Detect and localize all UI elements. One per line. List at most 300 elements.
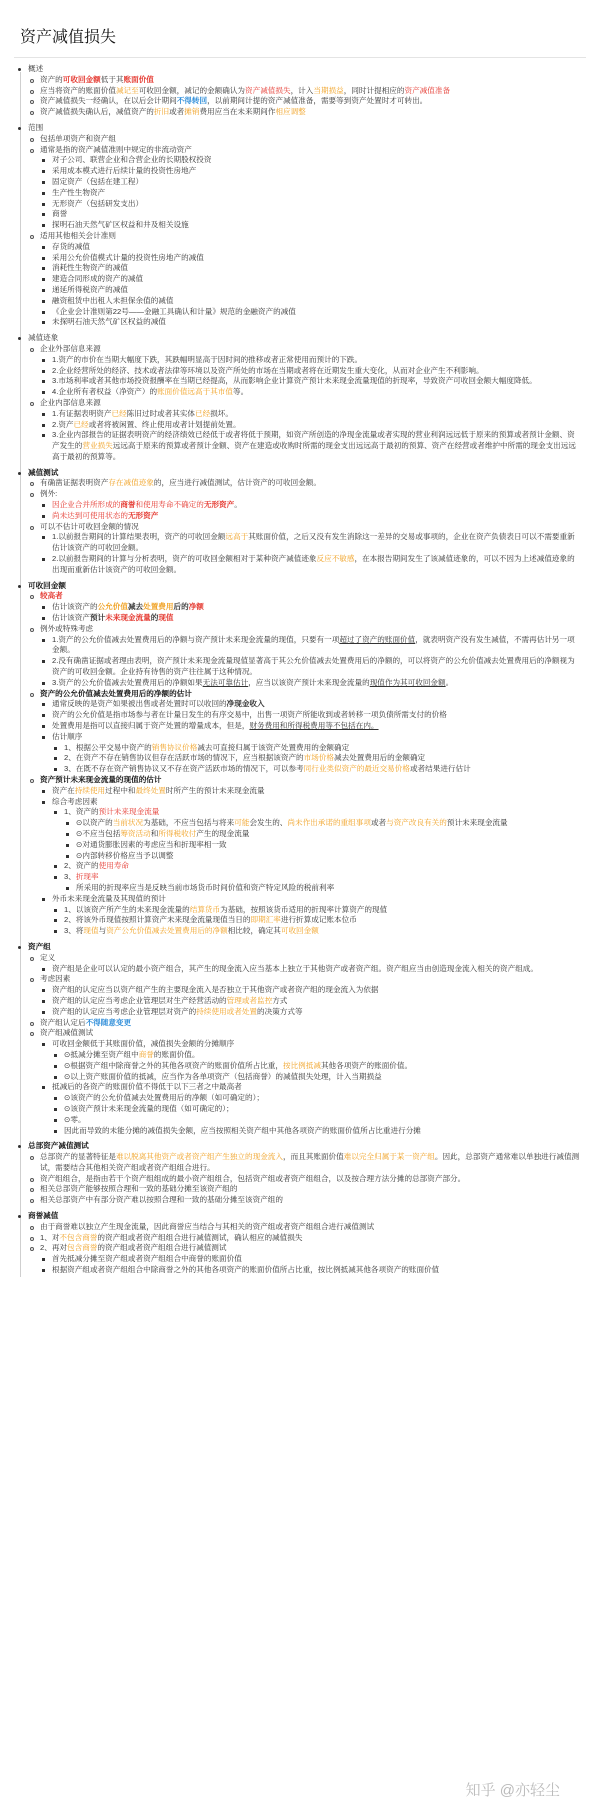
outline-text: 2.没有确凿证据或者理由表明，资产预计未来现金流量现值显著高于其公允价值减去处置费用后的净额的，可以将资产的公允价值减去处置费用后的净额视为资产的可收回金额。企业持有待售的资产往往属于这种情况。: [52, 656, 575, 677]
bullet-icon: [42, 192, 45, 195]
outline-item: [14, 199, 582, 210]
bullet-icon: [54, 757, 57, 760]
bullet-icon: [42, 380, 45, 383]
bullet-icon: [42, 536, 45, 539]
bullet-icon: [42, 801, 45, 804]
outline-item: [14, 872, 582, 883]
outline-item: [14, 75, 582, 86]
outline-item: [14, 376, 582, 387]
outline-item: [14, 500, 582, 511]
outline-text: 1.资产的公允价值减去处置费用后的净额与资产预计未来现金流量的现值，只要有一项超过了资产的账面价值，就表明资产没有发生减值，不需再估计另一项金额。: [52, 634, 575, 655]
bullet-icon: [42, 790, 45, 793]
outline-text: 外币未来现金流量及其现值的预计: [52, 893, 166, 903]
bullet-icon: [42, 321, 45, 324]
outline-item: [14, 807, 582, 818]
outline-item: [14, 1082, 582, 1093]
outline-item: [14, 317, 582, 328]
outline-item: [14, 1233, 582, 1244]
outline-item: [14, 1018, 582, 1029]
section-heading: [14, 64, 582, 75]
outline-text: 处置费用是指可以直接归属于资产处置的增量成本，但是，财务费用和所得税费用等不包括在内。: [52, 721, 379, 731]
outline-item: [14, 699, 582, 710]
bullet-icon: [54, 1108, 57, 1111]
outline-item: [14, 996, 582, 1007]
bullet-icon: [42, 714, 45, 717]
outline-text: 商誉减值: [28, 1211, 59, 1221]
outline-item: [14, 753, 582, 764]
bullet-icon: [18, 472, 21, 475]
bullet-icon: [54, 747, 57, 750]
bullet-icon: [42, 246, 45, 249]
outline-item: [14, 1050, 582, 1061]
outline-item: [14, 974, 582, 985]
outline-item: [14, 155, 582, 166]
bullet-icon: [54, 811, 57, 814]
outline-item: [14, 387, 582, 398]
outline-item: [14, 894, 582, 905]
outline-text: ⊙以上资产账面价值的抵减，应当作为各单项资产（包括商誉）的减值损失处理，计入当期损益: [64, 1071, 382, 1081]
outline-text: 相关总部资产能够按照合理和一致的基础分摊至该资产组的: [40, 1184, 238, 1194]
outline-text: 无形资产（包括研发支出）: [52, 198, 144, 208]
outline-section: [14, 64, 582, 118]
bullet-icon: [30, 1199, 34, 1203]
section-heading: [14, 123, 582, 134]
outline-item: [14, 209, 582, 220]
outline-text: 范围: [28, 122, 44, 132]
outline-text: 2.以前报告期间的计算与分析表明，资产的可收回金额相对于某种资产减值迹象反应不敏感，在本报告期间发生了该减值迹象的，可以不因为上述减值迹象的出现而重新估计该资产的可收回金额。: [52, 554, 575, 574]
outline-item: [14, 1195, 582, 1206]
outline-text: 估计该资产的公允价值减去处置费用后的净额: [52, 602, 204, 612]
outline-text: 考虑因素: [40, 974, 71, 984]
bullet-icon: [42, 434, 45, 437]
bullet-icon: [30, 628, 34, 632]
outline-section: [14, 123, 582, 328]
bullet-icon: [42, 558, 45, 561]
outline-item: [14, 764, 582, 775]
bullet-icon: [18, 585, 21, 588]
outline-text: 资产组是企业可以认定的最小资产组合，其产生的现金流入应当基本上独立于其他资产或者资产组。资产组应当由创造现金流入相关的资产组成。: [52, 963, 538, 973]
outline-text: 3、将现值与资产公允价值减去处置费用后的净额相比较，确定其可收回金额: [64, 926, 319, 936]
outline-text: ⊙不应当包括筹资活动和所得税收付产生的现金流量: [76, 828, 250, 838]
outline-text: 通常反映的是资产如果被出售或者处置时可以收回的净现金收入: [52, 699, 265, 709]
bullet-icon: [66, 844, 69, 847]
outline-text: 3.企业内部报告的证据表明资产的经济绩效已经低于或者将低于预期，如资产所创造的净现金流量或者实现的营业利润远远低于原来的预算或者预计金额、资产发生的营业损失远远高于原来的预算或者预计金额、资产在建造或收购时所需的现金支出远远高于最初的预算、资产在经营或者维护中所需的现金支出远远高于最初的预算等。: [52, 430, 576, 461]
outline-item: [14, 743, 582, 754]
bullet-icon: [54, 930, 57, 933]
outline-text: 可收回金额: [28, 580, 66, 590]
outline-text: 1、对不包含商誉的资产组或者资产组组合进行减值测试，确认相应的减值损失: [40, 1232, 303, 1242]
outline-text: 未探明石油天然气矿区权益的减值: [52, 317, 166, 327]
bullet-icon: [30, 348, 34, 352]
bullet-icon: [54, 876, 57, 879]
outline-item: [14, 710, 582, 721]
bullet-icon: [42, 736, 45, 739]
outline-item: [14, 613, 582, 624]
outline-section: [14, 333, 582, 463]
bullet-icon: [42, 606, 45, 609]
outline-item: [14, 953, 582, 964]
outline-item: [14, 134, 582, 145]
outline-text: 总部资产减值测试: [28, 1141, 89, 1151]
bullet-icon: [30, 1247, 34, 1251]
outline-item: [14, 624, 582, 635]
outline-text: 2.资产已经或者将被闲置、终止使用或者计划提前处置。: [52, 419, 241, 429]
outline-text: 因企业合并所形成的商誉和使用寿命不确定的无形资产。: [52, 500, 242, 510]
bullet-icon: [18, 1145, 21, 1148]
outline-item: [14, 242, 582, 253]
bullet-icon: [54, 1076, 57, 1079]
bullet-icon: [66, 833, 69, 836]
outline-text: 估计顺序: [52, 731, 83, 741]
outline-item: [14, 398, 582, 409]
bullet-icon: [42, 159, 45, 162]
outline-item: [14, 1028, 582, 1039]
bullet-icon: [54, 919, 57, 922]
bullet-icon: [54, 1130, 57, 1133]
bullet-icon: [42, 203, 45, 206]
outline-item: [14, 220, 582, 231]
outline-text: 4.企业所有者权益（净资产）的账面价值远高于其市值等。: [52, 387, 249, 397]
outline-text: 2、资产的使用寿命: [64, 861, 129, 871]
outline: [14, 64, 582, 1281]
outline-text: 企业外部信息来源: [40, 343, 101, 353]
outline-text: 减值测试: [28, 467, 59, 477]
outline-text: 采用成本模式进行后续计量的投资性房地产: [52, 166, 197, 176]
bullet-icon: [54, 1119, 57, 1122]
outline-item: [14, 1184, 582, 1195]
outline-item: [14, 177, 582, 188]
bullet-icon: [42, 224, 45, 227]
outline-text: 概述: [28, 64, 44, 73]
outline-text: 适用其他相关会计准则: [40, 230, 116, 240]
outline-text: ⊙根据资产组中除商誉之外的其他各项资产的账面价值所占比重，按比例抵减其他各项资产的账面价值。: [64, 1060, 413, 1070]
outline-item: [14, 532, 582, 554]
bullet-icon: [54, 1054, 57, 1057]
outline-text: 资产组减值测试: [40, 1028, 94, 1038]
outline-item: [14, 366, 582, 377]
outline-text: 资产减值损失一经确认，在以后会计期间不得转回，以前期间计提的资产减值准备，需要等到资产处置时才可转出。: [40, 96, 428, 106]
outline-text: 抵减后的各资产的账面价值不得低于以下三者之中最高者: [52, 1082, 242, 1092]
outline-item: [14, 1039, 582, 1050]
outline-text: 应当将资产的账面价值减记至可收回金额，减记的金额确认为资产减值损失，计入当期损益，同时计提相应的资产减值准备: [40, 85, 451, 95]
bullet-icon: [18, 127, 21, 130]
bullet-icon: [30, 493, 34, 497]
bullet-icon: [30, 482, 34, 486]
outline-item: [14, 926, 582, 937]
outline-item: [14, 489, 582, 500]
bullet-icon: [42, 504, 45, 507]
outline-item: [14, 285, 582, 296]
outline-item: [14, 522, 582, 533]
bullet-icon: [42, 1043, 45, 1046]
outline-item: [14, 307, 582, 318]
bullet-icon: [66, 887, 69, 890]
outline-item: [14, 1072, 582, 1083]
outline-text: ⊙对通货膨胀因素的考虑应当和折现率相一致: [76, 839, 227, 849]
outline-text: 所采用的折现率应当是反映当前市场货币时间价值和资产特定风险的税前利率: [76, 882, 335, 892]
bullet-icon: [42, 170, 45, 173]
bullet-icon: [42, 639, 45, 642]
outline-text: 包括单项资产和资产组: [40, 133, 116, 143]
outline-item: [14, 985, 582, 996]
bullet-icon: [30, 79, 34, 83]
outline-item: [14, 253, 582, 264]
bullet-icon: [30, 1188, 34, 1192]
outline-text: ⊙零。: [64, 1114, 86, 1124]
outline-text: 1、根据公平交易中资产的销售协议价格减去可直接归属于该资产处置费用的金额确定: [64, 742, 350, 752]
outline-text: 1.有证据表明资产已经陈旧过时或者其实体已经损坏。: [52, 408, 233, 418]
bullet-icon: [42, 1258, 45, 1261]
bullet-icon: [30, 149, 34, 153]
outline-text: 资产组的认定应当考虑企业管理层对生产经营活动的管理或者监控方式: [52, 995, 288, 1005]
bullet-icon: [42, 300, 45, 303]
bullet-icon: [18, 68, 21, 71]
outline-item: [14, 1243, 582, 1254]
bullet-icon: [30, 595, 34, 599]
outline-text: 减值迹象: [28, 333, 59, 343]
outline-text: 2、将该外币现值按照计算资产未来现金流量现值当日的即期汇率进行折算成记账本位币: [64, 915, 357, 925]
outline-text: 2、再对包含商誉的资产组或者资产组组合进行减值测试: [40, 1243, 227, 1253]
bullet-icon: [18, 1215, 21, 1218]
section-heading: [14, 333, 582, 344]
outline-text: 资产预计未来现金流量的现值的估计: [40, 775, 162, 784]
outline-item: [14, 344, 582, 355]
bullet-icon: [42, 1269, 45, 1272]
bullet-icon: [30, 526, 34, 530]
outline-item: [14, 915, 582, 926]
outline-item: [14, 851, 582, 862]
outline-text: 资产的公允价值是指市场参与者在计量日发生的有序交易中，出售一项资产所能收到或者转移一项负债所需支付的价格: [52, 710, 447, 720]
outline-item: [14, 420, 582, 431]
bullet-icon: [30, 90, 34, 94]
outline-text: 相关总部资产中有部分资产难以按照合理和一致的基础分摊至该资产组的: [40, 1195, 283, 1205]
bullet-icon: [66, 822, 69, 825]
outline-text: 融资租赁中出租人未担保余值的减值: [52, 295, 174, 305]
bullet-icon: [54, 865, 57, 868]
bullet-icon: [30, 100, 34, 104]
bullet-icon: [42, 391, 45, 394]
outline-text: 固定资产（包括在建工程）: [52, 176, 144, 186]
outline-item: [14, 775, 582, 786]
outline-item: [14, 840, 582, 851]
bullet-icon: [42, 898, 45, 901]
outline-item: [14, 263, 582, 274]
outline-text: 资产在持续使用过程中和最终处置时所产生的预计未来现金流量: [52, 785, 265, 795]
section-heading: [14, 1211, 582, 1222]
bullet-icon: [42, 617, 45, 620]
outline-text: ⊙以资产的当前状况为基础，不应当包括与将来可能会发生的、尚未作出承诺的重组事项或者与资产改良有关的预计未来现金流量: [76, 818, 508, 828]
outline-text: 1、资产的预计未来现金流量: [64, 807, 160, 817]
outline-text: 资产组的认定应当以资产组产生的主要现金流入是否独立于其他资产或者资产组的现金流入为依据: [52, 985, 379, 995]
outline-text: 1、以该资产所产生的未来现金流量的结算货币为基础，按照该货币适用的折现率计算资产的现值: [64, 904, 388, 914]
bullet-icon: [42, 289, 45, 292]
outline-text: 可收回金额低于其账面价值，减值损失金额的分摊顺序: [52, 1039, 235, 1049]
outline-text: 因此而导致的未能分摊的减值损失金额，应当按照相关资产组中其他各项资产的账面价值所占比重进行分摊: [64, 1125, 421, 1135]
outline-text: 采用公允价值模式计量的投资性房地产的减值: [52, 252, 204, 262]
outline-item: [14, 296, 582, 307]
outline-text: ⊙该资产的公允价值减去处置费用后的净额（如可确定的）；: [64, 1093, 264, 1103]
bullet-icon: [30, 957, 34, 961]
outline-item: [14, 511, 582, 522]
outline-section: [14, 581, 582, 937]
bullet-icon: [18, 337, 21, 340]
outline-text: 首先抵减分摊至资产组或者资产组组合中商誉的账面价值: [52, 1254, 242, 1264]
bullet-icon: [54, 1065, 57, 1068]
outline-text: 存货的减值: [52, 241, 90, 251]
outline-text: 资产组的认定应当考虑企业管理层对资产的持续使用或者处置的决策方式等: [52, 1006, 303, 1016]
outline-text: 例外:: [40, 489, 58, 499]
bullet-icon: [42, 311, 45, 314]
bullet-icon: [30, 402, 34, 406]
outline-text: 《企业会计准则第22号——金融工具确认和计量》规范的金融资产的减值: [52, 306, 296, 316]
outline-item: [14, 554, 582, 576]
bullet-icon: [30, 1156, 34, 1160]
outline-item: [14, 1254, 582, 1265]
bullet-icon: [42, 257, 45, 260]
bullet-icon: [42, 515, 45, 518]
outline-text: 消耗性生物资产的减值: [52, 263, 128, 273]
bullet-icon: [42, 278, 45, 281]
outline-text: 较高者: [40, 591, 63, 601]
outline-item: [14, 145, 582, 156]
bullet-icon: [42, 213, 45, 216]
bullet-icon: [42, 181, 45, 184]
bullet-icon: [30, 1226, 34, 1230]
outline-text: 3.资产的公允价值减去处置费用后的净额如果无法可靠估计，应当以该资产预计未来现金流量的现值作为其可收回金额。: [52, 677, 454, 687]
outline-text: 对子公司、联营企业和合营企业的长期股权投资: [52, 155, 212, 165]
outline-text: 1.以前报告期间的计算结果表明，资产的可收回金额远高于其账面价值，之后又没有发生消除这一差异的交易或事项的，企业在资产负债表日可以不需要重新估计该资产的可收回金额。: [52, 532, 575, 553]
outline-item: [14, 964, 582, 975]
outline-item: [14, 861, 582, 872]
outline-text: 由于商誉难以独立产生现金流量，因此商誉应当结合与其相关的资产组或者资产组组合进行减值测试: [40, 1221, 375, 1231]
watermark: 知乎 @亦轻尘: [465, 1782, 560, 1799]
bullet-icon: [42, 1086, 45, 1089]
outline-item: [14, 591, 582, 602]
bullet-icon: [30, 693, 34, 697]
outline-item: [14, 732, 582, 743]
outline-text: 1.资产的市价在当期大幅度下跌，其跌幅明显高于因时间的推移或者正常使用而预计的下跌。: [52, 354, 363, 364]
outline-text: ⊙抵减分摊至资产组中商誉的账面价值。: [64, 1049, 200, 1059]
outline-item: [14, 355, 582, 366]
outline-text: 企业内部信息来源: [40, 397, 101, 407]
outline-text: 定义: [40, 952, 56, 962]
bullet-icon: [42, 413, 45, 416]
bullet-icon: [18, 946, 21, 949]
bullet-icon: [30, 111, 34, 115]
outline-text: ⊙内部转移价格应当予以调整: [76, 850, 174, 860]
bullet-icon: [66, 855, 69, 858]
outline-item: [14, 166, 582, 177]
outline-item: [14, 86, 582, 97]
outline-item: [14, 829, 582, 840]
outline-text: ⊙该资产预计未来现金流量的现值（如可确定的）；: [64, 1103, 234, 1113]
outline-item: [14, 1061, 582, 1072]
outline-text: 资产减值损失确认后，减值资产的折旧或者摊销费用应当在未来期间作相应调整: [40, 107, 306, 117]
outline-item: [14, 430, 582, 462]
outline-text: 总部资产的显著特征是难以脱离其他资产或者资产组产生独立的现金流入，而且其账面价值难以完全归属于某一资产组。因此，总部资产通常难以单独进行减值测试，需要结合其他相关资产组或者资产组组合进行。: [40, 1152, 580, 1172]
bullet-icon: [42, 1011, 45, 1014]
bullet-icon: [30, 1237, 34, 1241]
outline-item: [14, 478, 582, 489]
bullet-icon: [54, 768, 57, 771]
outline-text: 资产的公允价值减去处置费用后的净额的估计: [40, 688, 192, 698]
outline-item: [14, 635, 582, 657]
bullet-icon: [54, 909, 57, 912]
outline-item: [14, 1007, 582, 1018]
outline-section: [14, 942, 582, 1136]
bullet-icon: [30, 978, 34, 982]
outline-item: [14, 678, 582, 689]
bullet-icon: [42, 424, 45, 427]
outline-item: [14, 721, 582, 732]
outline-text: 有确凿证据表明资产存在减值迹象的，应当进行减值测试，估计资产的可收回金额。: [40, 478, 321, 488]
outline-text: 生产性生物资产: [52, 187, 106, 197]
outline-section: [14, 1211, 582, 1276]
outline-text: 2、在资产不存在销售协议但存在活跃市场的情况下，应当根据该资产的市场价格减去处置费用后的金额确定: [64, 753, 426, 763]
bullet-icon: [42, 682, 45, 685]
outline-text: 资产的可收回金额低于其账面价值: [40, 74, 154, 84]
outline-text: 探明石油天然气矿区权益和井及相关设施: [52, 220, 189, 230]
section-heading: [14, 468, 582, 479]
bullet-icon: [42, 703, 45, 706]
outline-item: [14, 818, 582, 829]
outline-item: [14, 602, 582, 613]
bullet-icon: [42, 1000, 45, 1003]
bullet-icon: [42, 968, 45, 971]
outline-text: 2.企业经营所处的经济、技术或者法律等环境以及资产所处的市场在当期或者将在近期发生重大变化，从而对企业产生不利影响。: [52, 365, 484, 375]
bullet-icon: [42, 359, 45, 362]
outline-item: [14, 107, 582, 118]
outline-text: 商誉: [52, 209, 68, 219]
outline-item: [14, 656, 582, 678]
bullet-icon: [30, 1178, 34, 1182]
outline-item: [14, 1104, 582, 1115]
bullet-icon: [42, 989, 45, 992]
bullet-icon: [30, 235, 34, 239]
bullet-icon: [42, 660, 45, 663]
outline-text: 例外或特殊考虑: [40, 623, 94, 633]
title-divider: [14, 57, 586, 58]
outline-text: 递延所得税资产的减值: [52, 284, 128, 294]
outline-text: 资产组认定后不得随意变更: [40, 1017, 132, 1027]
outline-item: [14, 1265, 582, 1276]
outline-text: 建造合同形成的资产的减值: [52, 274, 144, 284]
outline-text: 综合考虑因素: [52, 796, 98, 806]
outline-item: [14, 1174, 582, 1185]
outline-item: [14, 883, 582, 894]
outline-text: 资产组: [28, 941, 51, 951]
section-heading: [14, 1141, 582, 1152]
outline-text: 根据资产组或者资产组组合中除商誉之外的其他各项资产的账面价值所占比重，按比例抵减其他各项资产的账面价值: [52, 1265, 440, 1275]
outline-item: [14, 1115, 582, 1126]
outline-text: 3.市场利率或者其他市场投资报酬率在当期已经提高，从而影响企业计算资产预计未来现金流量现值的折现率，导致资产可收回金额大幅度降低。: [52, 376, 537, 386]
outline-text: 通常是指的资产减值准则中规定的非流动资产: [40, 144, 192, 154]
outline-item: [14, 1222, 582, 1233]
outline-item: [14, 786, 582, 797]
outline-text: 可以不估计可收回金额的情况: [40, 521, 139, 531]
outline-item: [14, 231, 582, 242]
outline-item: [14, 274, 582, 285]
bullet-icon: [30, 1032, 34, 1036]
outline-item: [14, 1126, 582, 1137]
bullet-icon: [30, 1022, 34, 1026]
outline-item: [14, 409, 582, 420]
section-heading: [14, 942, 582, 953]
section-heading: [14, 581, 582, 592]
bullet-icon: [42, 725, 45, 728]
outline-text: 尚未达到可使用状态的无形资产: [52, 510, 159, 520]
outline-text: 资产组组合，是指由若干个资产组组成的最小资产组组合，包括资产组或者资产组组合，以及按合理方法分摊的总部资产部分。: [40, 1173, 466, 1183]
